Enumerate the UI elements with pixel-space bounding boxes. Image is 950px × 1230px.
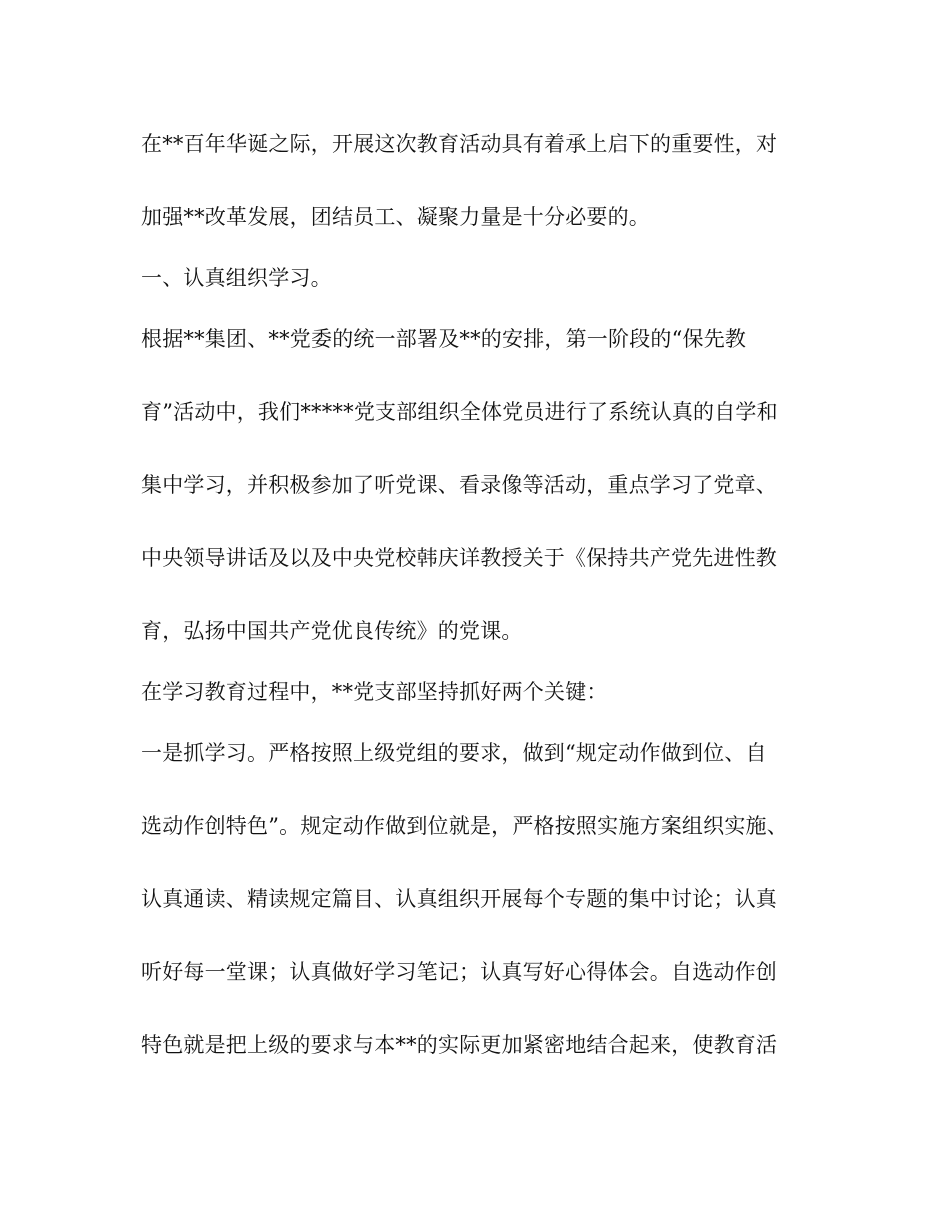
paragraph-line-1: 在**百年华诞之际，开展这次教育活动具有着承上启下的重要性，对 [141,132,778,156]
paragraph-line-11: 认真通读、精读规定篇目、认真组织开展每个专题的集中讨论；认真 [141,887,777,911]
paragraph-line-5: 集中学习，并积极参加了听党课、看录像等活动，重点学习了党章、 [141,473,777,497]
paragraph-line-7: 育，弘扬中国共产党优良传统》的党课。 [141,619,523,643]
paragraph-line-12: 听好每一堂课；认真做好学习笔记；认真写好心得体会。自选动作创 [141,960,777,984]
paragraph-line-2: 加强**改革发展，团结员工、凝聚力量是十分必要的。 [141,205,650,229]
paragraph-line-13: 特色就是把上级的要求与本**的实际更加紧密地结合起来，使教育活 [141,1033,778,1057]
paragraph-line-8: 在学习教育过程中，**党支部坚持抓好两个关键： [141,680,608,704]
paragraph-line-10: 选动作创特色”。规定动作做到位就是，严格按照实施方案组织实施、 [141,814,788,838]
section-heading-1: 一、认真组织学习。 [141,266,332,290]
paragraph-line-6: 中央领导讲话及以及中央党校韩庆详教授关于《保持共产党先进性教 [141,546,777,570]
paragraph-line-3: 根据**集团、**党委的统一部署及**的安排，第一阶段的“保先教 [141,327,747,351]
paragraph-line-9: 一是抓学习。严格按照上级党组的要求，做到“规定动作做到位、自 [141,741,767,765]
paragraph-line-4: 育”活动中，我们*****党支部组织全体党员进行了系统认真的自学和 [141,400,778,424]
